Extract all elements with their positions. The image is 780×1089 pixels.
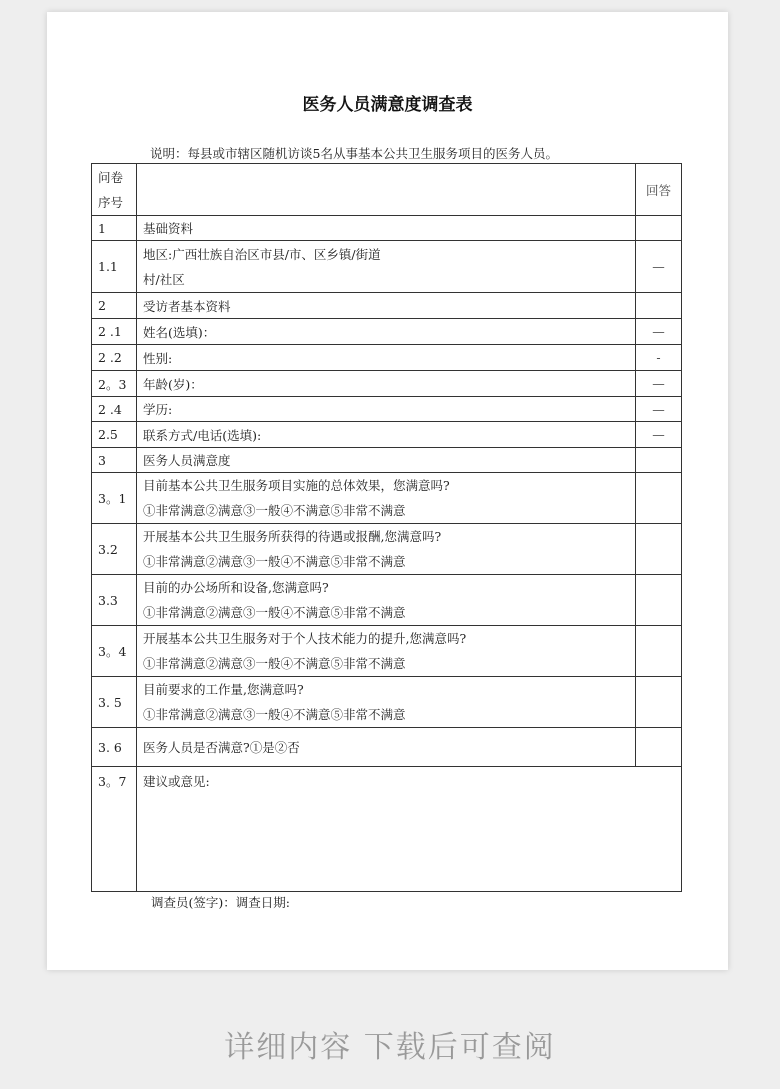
table-row: 3 医务人员满意度 [92,448,682,473]
table-row: 3。4 开展基本公共卫生服务对于个人技术能力的提升,您满意吗? ①非常满意②满意③一般④不满意⑤非常不满意 [92,626,682,677]
table-header-row [92,164,682,216]
table-row: 2 .1 姓名(选填)： — [92,319,682,345]
table-row: 3. 5 目前要求的工作量,您满意吗? ①非常满意②满意③一般④不满意⑤非常不满意 [92,677,682,728]
table-row-suggestions: 3。7 建议或意见: [92,767,682,892]
table-row: 2 .2 性别: - [92,345,682,371]
header-content-cell [137,164,636,216]
survey-note: 说明：每县或市辖区随机访谈5名从事基本公共卫生服务项目的医务人员。 [150,146,558,161]
table-row: 2。3 年龄(岁)： — [92,371,682,397]
table-row: 2.5 联系方式/电话(选填): — [92,422,682,448]
table-row: 2 受访者基本资料 [92,293,682,319]
table-row: 1.1 地区:广西壮族自治区市县/市、区乡镇/街道 村/社区 — [92,241,682,293]
table-row: 3. 6 医务人员是否满意?①是②否 [92,728,682,767]
survey-footer: 调查员(签字)：调查日期: [151,895,290,910]
table-row: 2 .4 学历: — [92,397,682,422]
document-title: 医务人员满意度调查表 [302,95,473,115]
header-answer-cell: 回答 [636,164,682,216]
table-row: 3。1 目前基本公共卫生服务项目实施的总体效果，您满意吗? ①非常满意②满意③一般④不满意⑤非常不满意 [92,473,682,524]
header-number-cell: 问卷 序号 [92,164,137,216]
survey-table [91,163,682,892]
table-row: 3.3 目前的办公场所和设备,您满意吗? ①非常满意②满意③一般④不满意⑤非常不满意 [92,575,682,626]
table-row: 3.2 开展基本公共卫生服务所获得的待遇或报酬,您满意吗? ①非常满意②满意③一般④不满意⑤非常不满意 [92,524,682,575]
document-page [47,12,728,970]
table-row: 1 基础资料 [92,216,682,241]
download-banner-text: 详细内容 下载后可查阅 [224,1030,556,1065]
